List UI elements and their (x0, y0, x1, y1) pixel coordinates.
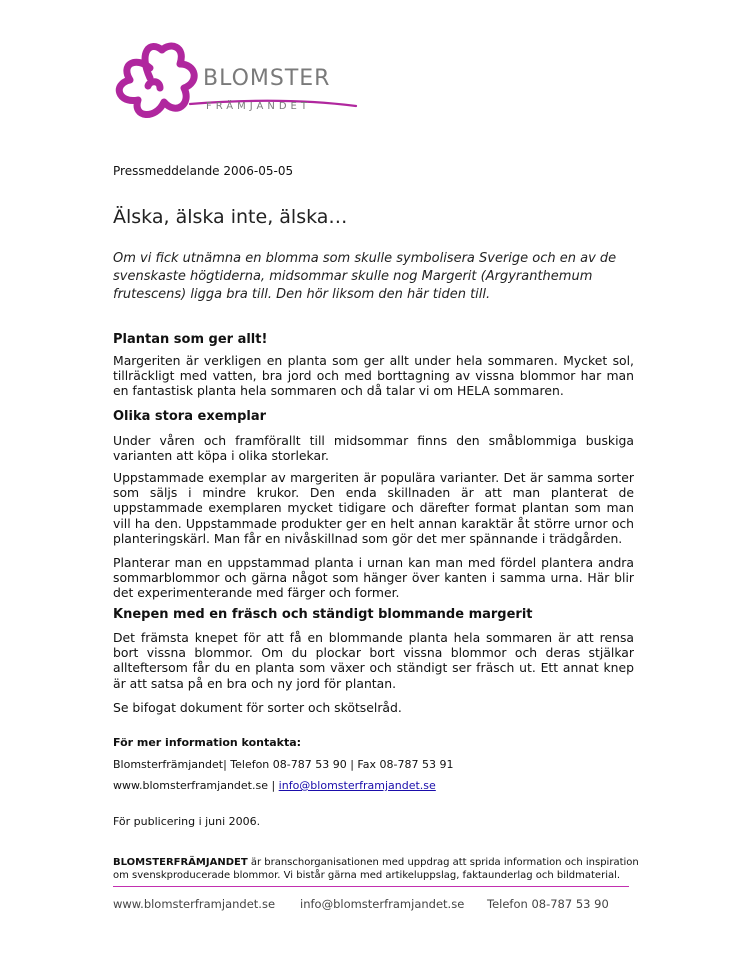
footer-divider (113, 886, 629, 887)
flower-logo-icon (0, 0, 746, 140)
contact-phone-line: Blomsterfrämjandet| Telefon 08-787 53 90 | Fax 08-787 53 91 (113, 758, 454, 771)
footer-email: info@blomsterframjandet.se (300, 897, 465, 911)
section-paragraph: Under våren och framförallt till midsommar finns den småblommiga buskiga varianten att köpa i olika storlekar. (113, 433, 634, 464)
press-date: Pressmeddelande 2006-05-05 (113, 164, 294, 178)
about-org: BLOMSTERFRÄMJANDET (113, 857, 248, 868)
about-text (113, 856, 653, 882)
section-paragraph: Se bifogat dokument för sorter och skötselråd. (113, 700, 402, 715)
publish-note: För publicering i juni 2006. (113, 815, 261, 828)
footer-website: www.blomsterframjandet.se (113, 897, 276, 911)
contact-heading: För mer information kontakta: (113, 736, 302, 749)
section-paragraph: Margeriten är verkligen en planta som ger allt under hela sommaren. Mycket sol, tillräckligt med vatten, bra jord och med borttagning av vissna blommor har man en fantastisk planta hela sommaren och då talar vi om HELA sommaren. (113, 353, 634, 399)
logo-wordmark: BLOMSTER (203, 66, 331, 91)
logo (0, 0, 746, 140)
contact-email-link[interactable]: info@blomsterframjandet.se (278, 779, 436, 792)
section-heading: Olika stora exemplar (113, 409, 267, 424)
contact-web-line (113, 779, 436, 792)
section-heading: Plantan som ger allt! (113, 332, 268, 347)
headline: Älska, älska inte, älska… (113, 206, 348, 228)
logo-subtitle: FRÄMJANDET (206, 101, 311, 112)
about-description: är branschorganisationen med uppdrag att sprida information och inspiration om svenskproducerade blommor. Vi bistår gärna med artikeluppslag, faktaunderlag och bildmaterial. (113, 857, 639, 881)
section-paragraph: Planterar man en uppstammad planta i urnan kan man med fördel plantera andra sommarblommor och gärna något som hänger över kanten i samma urna. Här blir det experimenterande med färger och former. (113, 555, 634, 601)
lead-paragraph: Om vi fick utnämna en blomma som skulle symbolisera Sverige och en av de svenskaste högtiderna, midsommar skulle nog Margerit (Argyranthemum frutescens) ligga bra till. Den hör liksom den här tiden till. (113, 251, 617, 302)
contact-website: www.blomsterframjandet.se | (113, 779, 279, 792)
section-paragraph: Uppstammade exemplar av margeriten är populära varianter. Det är samma sorter som säljs i mindre krukor. Den enda skillnaden är att man planterat de uppstammade exemplaren mycket tidigare och därefter format plantan som man vill ha den. Uppstammade produkter ger en helt annan karaktär åt större urnor och planteringskärl. Man får en nivåskillnad som gör det mer spännande i trädgården. (113, 470, 634, 546)
section-heading: Knepen med en fräsch och ständigt blommande margerit (113, 607, 533, 622)
section-paragraph: Det främsta knepet för att få en blommande planta hela sommaren är att rensa bort vissna blommor. Om du plockar bort vissna blommor och deras stjälkar allteftersom får du en planta som växer och ständigt ser fräsch ut. Ett annat knep är att satsa på en bra och ny jord för plantan. (113, 630, 634, 691)
footer-phone: Telefon 08-787 53 90 (487, 897, 609, 911)
